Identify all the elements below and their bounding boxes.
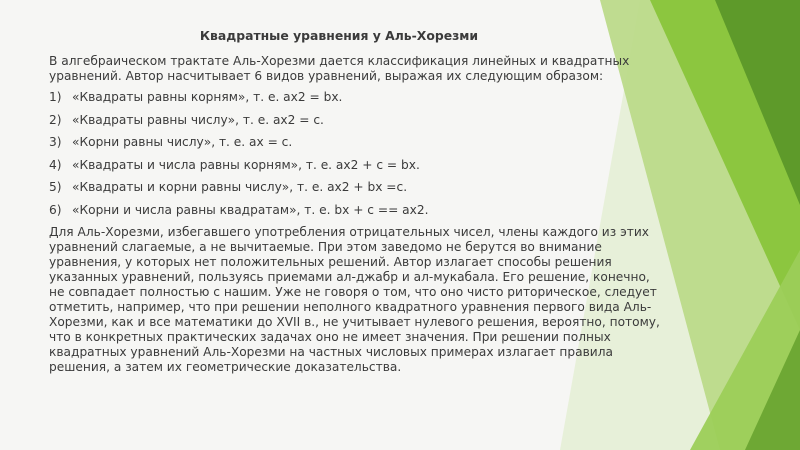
- list-item: [49, 180, 669, 195]
- closing-paragraph: Для Аль-Хорезми, избегавшего употребления отрицательных чисел, члены каждого из этих уравнений слагаемые, а не вычитаемые. При этом заведомо не берутся во внимание уравнения, у которых нет положительных решений. Автор излагает способы решения указанных уравнений, пользуясь приемами ал-джабр и ал-мукабала. Его решение, конечно, не совпадает полностью с нашим. Уже не говоря о том, что оно чисто риторическое, следует отметить, например, что при решении неполного квадратного уравнения первого вида Аль-Хорезми, как и все математики до XVII в., не учитывает нулевого решения, вероятно, потому, что в конкретных практических задачах оно не имеет значения. При решении полных квадратных уравнений Аль-Хорезми на частных числовых примерах излагает правила решения, а затем их геометрические доказательства.: [49, 225, 660, 374]
- list-item: [49, 158, 669, 173]
- list-item: [49, 203, 669, 218]
- list-item-number: 5): [49, 180, 62, 194]
- list-item-text: «Квадраты равны числу», т. е. ax2 = c.: [72, 112, 324, 127]
- list-item-number: 2): [49, 112, 62, 127]
- slide-content: [49, 28, 669, 381]
- list-item-number: 3): [49, 135, 62, 149]
- list-item-text: «Квадраты и корни равны числу», т. е. ax2 + bx =c.: [72, 180, 408, 194]
- list-item-number: 1): [49, 90, 62, 104]
- list-item: [49, 113, 669, 128]
- intro-paragraph: В алгебраическом трактате Аль-Хорезми дается классификация линейных и квадратных уравнений. Автор насчитывает 6 видов уравнений, выражая их следующим образом:: [49, 54, 630, 83]
- list-item: [49, 135, 669, 150]
- list-item-number: 6): [49, 202, 62, 217]
- list-item-text: «Квадраты и числа равны корням», т. е. ax2 + c = bx.: [72, 157, 420, 172]
- list-item-text: «Корни и числа равны квадратам», т. е. bx + c == ax2.: [72, 202, 429, 217]
- list-item-text: «Корни равны числу», т. е. ax = c.: [72, 135, 293, 149]
- list-item-text: «Квадраты равны корням», т. е. ax2 = bx.: [72, 90, 343, 104]
- list-item: [49, 90, 669, 105]
- list-item-number: 4): [49, 157, 62, 172]
- slide-title: Квадратные уравнения у Аль-Хорезми: [199, 28, 479, 43]
